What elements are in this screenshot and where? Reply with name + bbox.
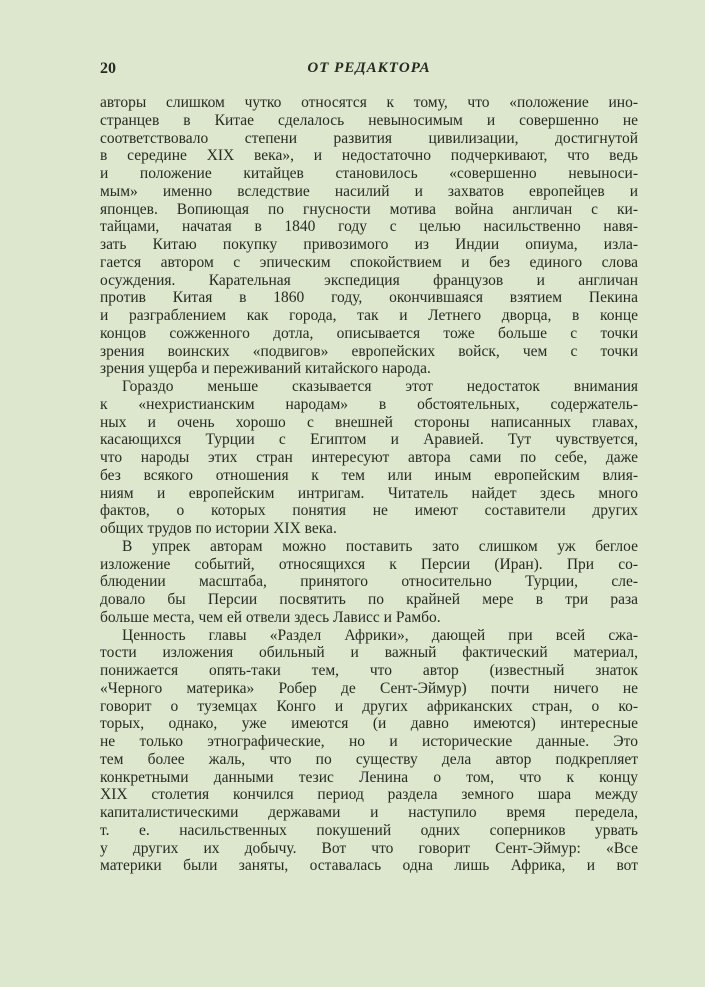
text-line: и положение китайцев становилось «совершенно невыноси- [100,165,638,182]
text-line: довало бы Персии посвятить по крайней мере в три раза [100,591,638,608]
text-line: тайцами, начатая в 1840 году с целью насильственно навя- [100,218,638,236]
text-line: осуждения. Карательная экспедиция французов и англичан [100,271,638,289]
text-line: против Китая в 1860 году, окончившаяся взятием Пекина [100,289,638,307]
text-line: В упрек авторам можно поставить зато слишком уж беглое [122,537,638,555]
page-number: 20 [100,60,116,77]
text-line: что народы этих стран интересуют автора сами по себе, даже [100,449,638,466]
page-body [100,94,638,875]
text-line: к «нехристианским народам» в обстоятельных, содержатель- [100,395,638,413]
text-line: торых, однако, уже имеются (и давно имеются) интересные [100,715,638,733]
text-line: авторы слишком чутко относятся к тому, что «положение ино- [100,94,638,111]
paragraph [100,94,638,378]
text-line: капиталистическими державами и наступило время передела, [100,804,638,821]
text-line: зрения ущерба и переживаний китайского народа. [100,360,431,378]
text-line: и разграблением как города, так и Летнего дворца, в конце [100,307,638,324]
text-line: концов сожженного дотла, описывается тоже больше с точки [100,324,638,342]
paragraph [100,538,638,627]
text-line: больше места, чем ей отвели здесь Лависс и Рамбо. [100,608,441,626]
text-line: ных и очень хорошо с внешней стороны написанных главах, [100,413,638,431]
paragraph [100,378,638,538]
text-line: японцев. Вопиющая по гнусности мотива война англичан с ки- [100,200,638,218]
text-line: говорит о туземцах Конго и других африканских стран, о ко- [100,697,638,715]
page-header [100,60,638,80]
text-line: в середине XIX века», и недостаточно подчеркивают, что ведь [100,147,638,165]
text-line: Ценность главы «Раздел Африки», дающей при всей сжа- [122,626,638,644]
text-line: не только этнографические, но и исторические данные. Это [100,733,638,750]
text-line: фактов, о которых понятия не имеют составители других [100,502,638,520]
text-line: зать Китаю покупку привозимого из Индии опиума, изла- [100,236,638,253]
text-line: материки были заняты, оставалась одна лишь Африка, и вот [100,857,638,875]
text-line: т. е. насильственных покушений одних соперников урвать [100,821,638,839]
text-line: без всякого отношения к тем или иным европейским влия- [100,466,638,484]
text-line: касающихся Турции с Египтом и Аравией. Тут чувствуется, [100,431,638,449]
text-line: тем более жаль, что по существу дела автор подкрепляет [100,750,638,768]
text-line: гается автором с эпическим спокойствием и без единого слова [100,253,638,271]
text-line: тости изложения обильный и важный фактический материал, [100,644,638,662]
text-line: ниям и европейским интригам. Читатель найдет здесь много [100,484,638,502]
text-line: «Черного материка» Робер де Сент-Эймур) почти ничего не [100,679,638,697]
text-line: конкретными данными тезис Ленина о том, что к концу [100,768,638,786]
text-line: понижается опять-таки тем, что автор (известный знаток [100,662,638,679]
text-line: странцев в Китае сделалось невыносимым и совершенно не [100,111,638,129]
text-line: изложение событий, относящихся к Персии (Иран). При со- [100,555,638,573]
text-line: блюдении масштаба, принятого относительно Турции, сле- [100,573,638,591]
paragraph [100,627,638,876]
text-line: у других их добычу. Вот что говорит Сент-Эймур: «Все [100,839,638,857]
text-line: Гораздо меньше сказывается этот недостаток внимания [122,378,638,395]
text-line: общих трудов по истории XIX века. [100,520,337,537]
text-line: мым» именно вследствие насилий и захватов европейцев и [100,182,638,200]
text-line: XIX столетия кончился период раздела земного шара между [100,786,638,804]
text-line: зрения воинских «подвигов» европейских войск, чем с точки [100,342,638,360]
running-title: ОТ РЕДАКТОРА [307,60,431,76]
text-line: соответствовало степени развития цивилизации, достигнутой [100,129,638,147]
